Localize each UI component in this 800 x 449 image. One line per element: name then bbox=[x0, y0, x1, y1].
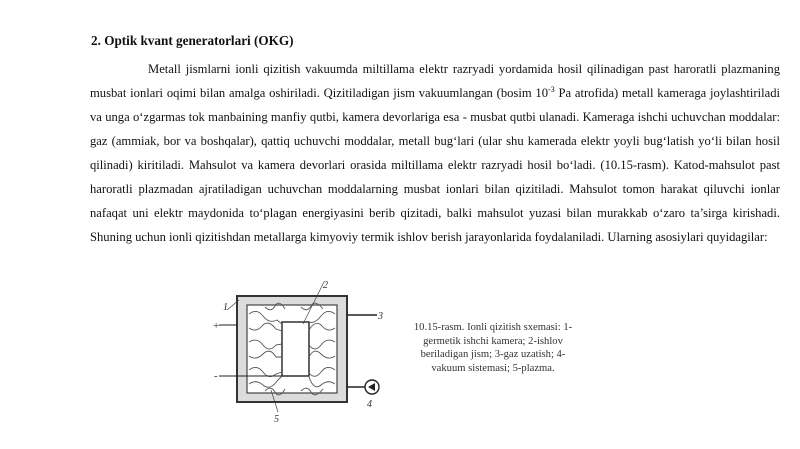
paragraph-text-part2: Pa atrofida) metall kameraga joylashtiriladi va unga o‘zgarmas tok manbaining manfiy qutbi, kamera devorlariga esa - musbat qutbi ulanadi. Kameraga ishchi uchuvchan moddalar: gaz (ammiak, bor va boshqalar), qattiq uchuvchi moddalar, metall bug‘lari (ular shu kamerada elektr yoyli bug‘latish yo‘li bilan hosil qilinadi) kiritiladi. Mahsulot va kamera devorlari orasida miltillama elektr razryadi hosil bo‘ladi. (10.15-rasm). Katod-mahsulot past haroratli plazmadan ajratiladigan uchuvchan moddalarning musbat ionlari bilan qizitiladi. Mahsulot tomon harakat qiluvchi ionlar nafaqat uni elektr maydonida to‘plagan energiyasini berib qizitadi, balki mahsulot yuzasi bilan murakkab o‘zaro ta’sirga kirishadi. Shuning uchun ionli qizitishdan metallarga kimyoviy termik ishlov berish jarayonlarida foydalaniladi. Ularning asosiylari quyidagilar: bbox=[90, 86, 780, 244]
label-4: 4 bbox=[367, 399, 372, 410]
label-minus: - bbox=[214, 370, 218, 382]
paragraph-text-part1: Metall jismlarni ionli qizitish vakuumda miltillama elektr razryadi yordamida hosil qilinadigan past haroratli plazmaning musbat ionlari oqimi bilan amalga oshiriladi. Qizitiladigan jism vakuumlangan (bosim 10 bbox=[90, 62, 780, 100]
workpiece bbox=[282, 322, 309, 376]
label-2: 2 bbox=[323, 280, 328, 291]
label-1: 1 bbox=[223, 302, 228, 313]
pressure-exponent: -3 bbox=[548, 84, 555, 94]
ion-heating-diagram bbox=[205, 276, 390, 426]
label-3: 3 bbox=[378, 311, 383, 322]
figure-caption: 10.15-rasm. Ionli qizitish sxemasi: 1- germetik ishchi kamera; 2-ishlov beriladigan jism; 3-gaz uzatish; 4-vakuum sistemasi; 5-plazma. bbox=[413, 322, 573, 374]
label-5: 5 bbox=[274, 414, 279, 425]
label-plus: + bbox=[213, 320, 220, 332]
section-heading: 2. Optik kvant generatorlari (OKG) bbox=[91, 33, 294, 48]
body-paragraph bbox=[90, 57, 780, 249]
